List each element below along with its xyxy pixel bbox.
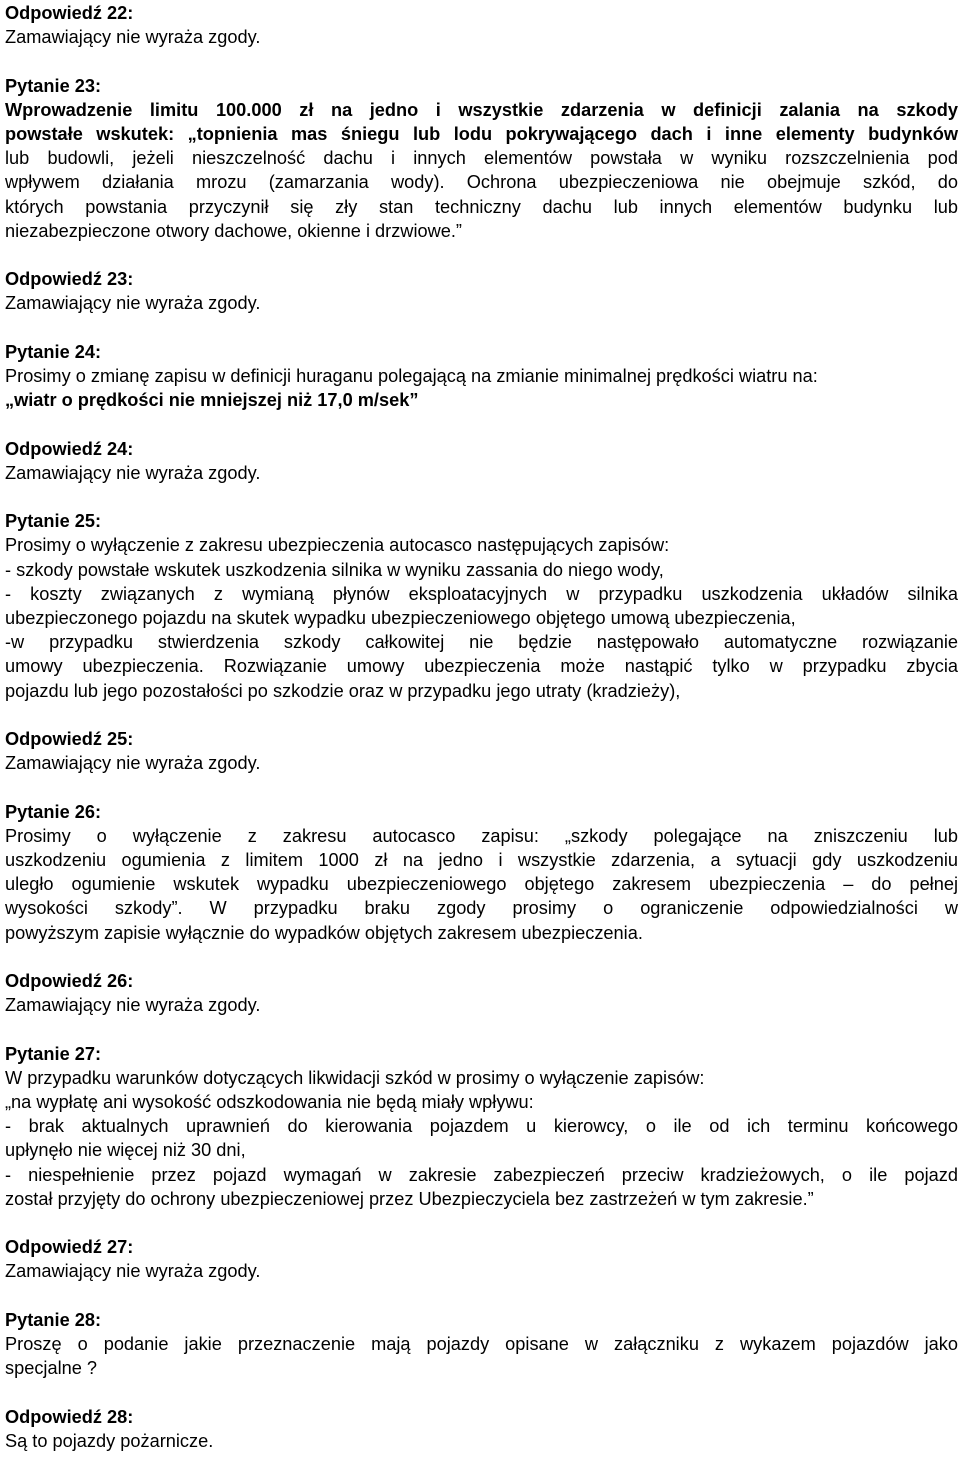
question-23-line: Wprowadzenie limitu 100.000 zł na jedno i wszystkie zdarzenia w definicji zalania na szkody xyxy=(5,99,958,120)
question-27-line: - brak aktualnych uprawnień do kierowania pojazdem u kierowcy, o ile od ich terminu końcowego xyxy=(5,1116,958,1137)
question-28-heading: Pytanie 28: xyxy=(5,1309,102,1330)
question-23-line: niezabezpieczone otwory dachowe, okienne i drzwiowe.” xyxy=(5,220,462,241)
question-26-line: powyższym zapisie wyłącznie do wypadków objętych zakresem ubezpieczenia. xyxy=(5,922,643,943)
answer-22-heading: Odpowiedź 22: xyxy=(5,3,134,23)
answer-27-heading: Odpowiedź 27: xyxy=(5,1237,134,1258)
answer-26-text: Zamawiający nie wyraża zgody. xyxy=(5,995,261,1016)
question-27-line: W przypadku warunków dotyczących likwidacji szkód w prosimy o wyłączenie zapisów: xyxy=(5,1067,705,1088)
question-26-line: uległo ogumienie wskutek wypadku ubezpieczeniowego objętego zakresem ubezpieczenia – do pełnej xyxy=(5,874,958,895)
question-24-heading: Pytanie 24: xyxy=(5,341,102,362)
answer-28-text: Są to pojazdy pożarnicze. xyxy=(5,1430,214,1451)
answer-24-text: Zamawiający nie wyraża zgody. xyxy=(5,462,261,483)
question-26-line: uszkodzeniu ogumienia z limitem 1000 zł na jedno i wszystkie zdarzenia, a sytuacji gdy uszkodzeniu xyxy=(5,850,958,870)
question-25-heading: Pytanie 25: xyxy=(5,511,102,532)
question-24-line: „wiatr o prędkości nie mniejszej niż 17,0 m/sek” xyxy=(5,390,419,411)
question-25-line: pojazdu lub jego pozostałości po szkodzie oraz w przypadku jego utraty (kradzieży), xyxy=(5,680,681,701)
question-23-line: powstałe wskutek: „topnienia mas śniegu lub lodu pokrywającego dach i inne elementy budynków xyxy=(5,124,958,144)
question-27-line: „na wypłatę ani wysokość odszkodowania nie będą miały wpływu: xyxy=(5,1092,534,1112)
question-23-heading: Pytanie 23: xyxy=(5,75,102,96)
answer-23-heading: Odpowiedź 23: xyxy=(5,269,134,290)
question-26-line: wysokości szkody”. W przypadku braku zgody prosimy o ograniczenie odpowiedzialności w xyxy=(5,898,958,919)
question-27-line: - niespełnienie przez pojazd wymagań w zakresie zabezpieczeń przeciw kradzieżowych, o ile pojazd xyxy=(5,1164,958,1185)
question-25-line: -w przypadku stwierdzenia szkody całkowitej nie będzie następowało automatyczne rozwiązanie xyxy=(5,632,958,653)
question-23-line: wpływem działania mrozu (zamarzania wody). Ochrona ubezpieczeniowa nie obejmuje szkód, do xyxy=(5,172,958,193)
question-23-line: których powstania przyczynił się zły stan techniczny dachu lub innych elementów budynku lub xyxy=(5,196,958,217)
question-26-line: Prosimy o wyłączenie z zakresu autocasco zapisu: „szkody polegające na zniszczeniu lub xyxy=(5,825,958,846)
question-25-line: - koszty związanych z wymianą płynów eksploatacyjnych w przypadku uszkodzenia układów silnika xyxy=(5,583,958,604)
answer-23-text: Zamawiający nie wyraża zgody. xyxy=(5,293,261,314)
question-27-line: został przyjęty do ochrony ubezpieczeniowej przez Ubezpieczyciela bez zastrzeżeń w tym zakresie.” xyxy=(5,1188,814,1209)
answer-27-text: Zamawiający nie wyraża zgody. xyxy=(5,1261,261,1282)
answer-28-heading: Odpowiedź 28: xyxy=(5,1406,134,1427)
question-23-line: lub budowli, jeżeli nieszczelność dachu i innych elementów powstała w wyniku rozszczelnienia pod xyxy=(5,148,958,169)
answer-22-text: Zamawiający nie wyraża zgody. xyxy=(5,27,261,48)
question-27-line: upłynęło nie więcej niż 30 dni, xyxy=(5,1140,246,1161)
document xyxy=(5,1,958,1453)
question-26-heading: Pytanie 26: xyxy=(5,801,102,822)
question-24-line: Prosimy o zmianę zapisu w definicji huraganu polegającą na zmianie minimalnej prędkości wiatru na: xyxy=(5,366,818,386)
question-25-line: Prosimy o wyłączenie z zakresu ubezpieczenia autocasco następujących zapisów: xyxy=(5,535,670,556)
question-28-line: specjalne ? xyxy=(5,1358,98,1379)
question-25-line: umowy ubezpieczenia. Rozwiązanie umowy ubezpieczenia może nastąpić tylko w przypadku zbycia xyxy=(5,656,958,677)
question-25-line: ubezpieczonego pojazdu na skutek wypadku ubezpieczeniowego objętego umową ubezpieczenia, xyxy=(5,608,796,628)
question-27-heading: Pytanie 27: xyxy=(5,1043,102,1064)
answer-25-heading: Odpowiedź 25: xyxy=(5,729,134,749)
answer-24-heading: Odpowiedź 24: xyxy=(5,438,134,459)
question-28-line: Proszę o podanie jakie przeznaczenie mają pojazdy opisane w załączniku z wykazem pojazdów jako xyxy=(5,1334,958,1354)
question-25-line: - szkody powstałe wskutek uszkodzenia silnika w wyniku zassania do niego wody, xyxy=(5,559,664,580)
answer-26-heading: Odpowiedź 26: xyxy=(5,971,134,991)
answer-25-text: Zamawiający nie wyraża zgody. xyxy=(5,753,261,774)
